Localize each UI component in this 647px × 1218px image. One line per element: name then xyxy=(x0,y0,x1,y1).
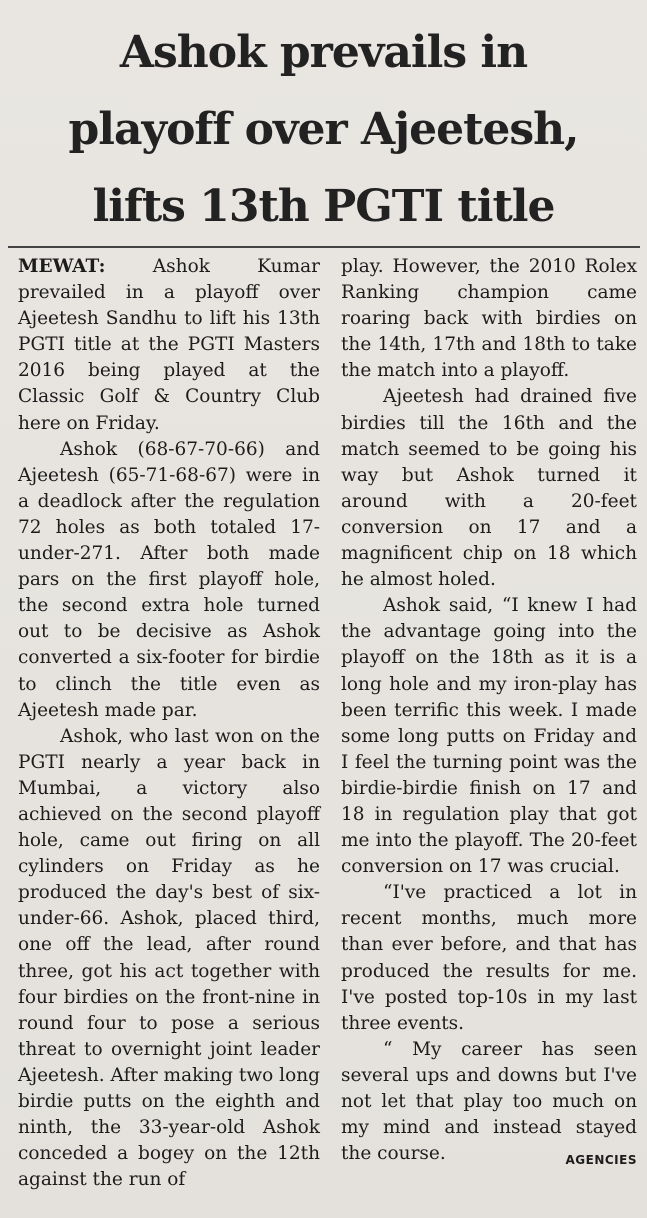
paragraph: “ My career has seen several ups and downs but I've not let that play too much on my mind and instead stayed the course. AGENCIES xyxy=(341,1037,637,1167)
headline-line-2: playoff over Ajeetesh, xyxy=(68,104,579,155)
article-column-2 xyxy=(341,254,637,1173)
paragraph: “I've practiced a lot in recent months, much more than ever before, and that has produced the results for me. I've posted top-10s in my last three events. xyxy=(341,882,637,1034)
paragraph: Ashok (68-67-70-66) and Ajeetesh (65-71-68-67) were in a deadlock after the regulation 72 holes as both totaled 17-under-271. After both made pars on the first playoff hole, the second extra hole turned out to be decisive as Ashok converted a six-footer for birdie to clinch the title even as Ajeetesh made par. xyxy=(18,438,320,721)
credit: AGENCIES xyxy=(565,1153,637,1168)
paragraph: Ashok, who last won on the PGTI nearly a year back in Mumbai, a victory also achieved on the second playoff hole, came out firing on all cylinders on Friday as he produced the day's best of six-under-66. Ashok, placed third, one off the lead, after round three, got his act together with four birdies on the front-nine in round four to pose a serious threat to overnight joint leader Ajeetesh. After making two long birdie putts on the eighth and ninth, the 33-year-old Ashok conceded a bogey on the 12th against the run of xyxy=(18,725,320,1191)
paragraph: Ajeetesh had drained five birdies till the 16th and the match seemed to be going his way but Ashok turned it around with a 20-feet conversion on 17 and a magnificent chip on 18 which he almost holed. xyxy=(341,386,637,591)
headline-line-1: Ashok prevails in xyxy=(119,27,528,78)
paragraph: Ashok said, “I knew I had the advantage going into the playoff on the 18th as it is a long hole and my iron-play has been terrific this week. I made some long putts on Friday and I feel the turning point was the birdie-birdie finish on 17 and 18 in regulation play that got me into the playoff. The 20-feet conversion on 17 was crucial. xyxy=(341,595,637,878)
paragraph: play. However, the 2010 Rolex Ranking champion came roaring back with birdies on the 14th, 17th and 18th to take the match into a playoff. xyxy=(341,256,637,382)
headline xyxy=(0,14,647,245)
paragraph: MEWAT: Ashok Kumar prevailed in a playoff over Ajeetesh Sandhu to lift his 13th PGTI title at the PGTI Masters 2016 being played at the Classic Golf & Country Club here on Friday. xyxy=(18,256,320,434)
divider xyxy=(8,246,640,248)
dateline: MEWAT: xyxy=(18,256,106,277)
headline-line-3: lifts 13th PGTI title xyxy=(92,181,555,232)
article-column-1 xyxy=(18,254,320,1193)
